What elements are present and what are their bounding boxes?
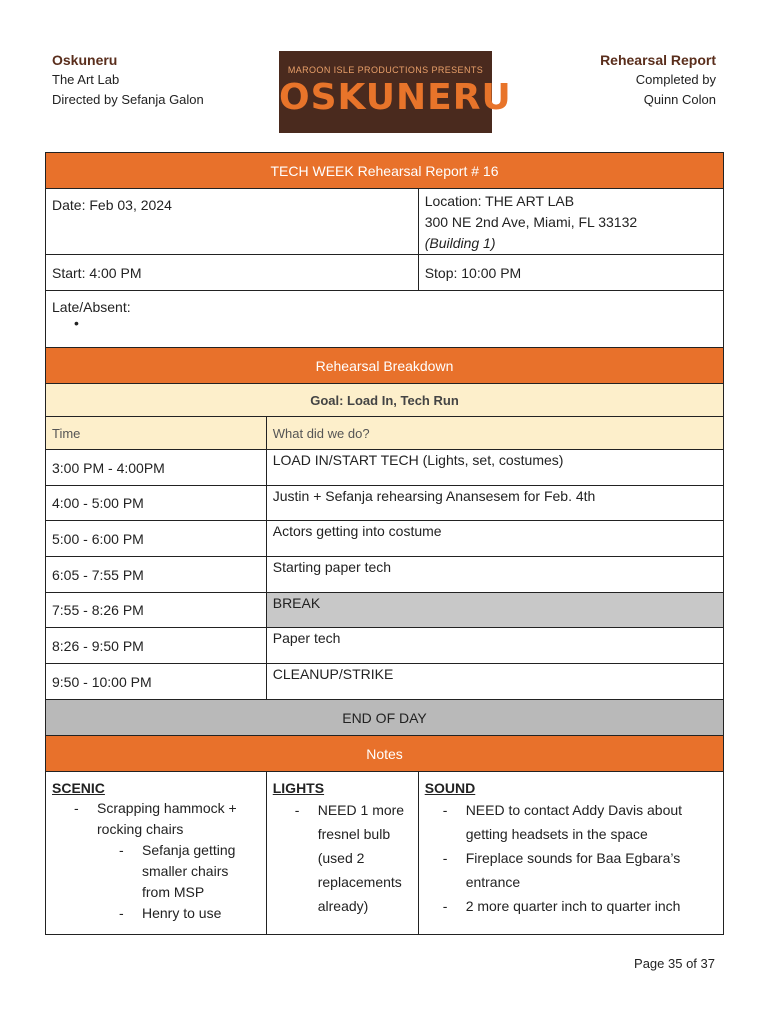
logo-title-text: OSKUNERU [279, 77, 512, 118]
table-row [46, 557, 724, 593]
col-header-time: Time [46, 417, 267, 450]
production-name: Oskuneru [52, 52, 118, 68]
location-line-2: 300 NE 2nd Ave, Miami, FL 33132 [424, 214, 638, 230]
production-info [52, 50, 204, 110]
table-row [46, 486, 724, 521]
report-title: TECH WEEK Rehearsal Report # 16 [46, 153, 724, 189]
sound-note: - 2 more quarter inch to quarter inch [443, 894, 717, 918]
table-row [46, 593, 724, 628]
row-time: 6:05 - 7:55 PM [46, 557, 267, 593]
report-type: Rehearsal Report [600, 52, 716, 68]
report-location [418, 189, 723, 255]
notes-sound [418, 772, 723, 935]
row-time: 8:26 - 9:50 PM [46, 628, 267, 664]
venue-name: The Art Lab [52, 72, 120, 87]
scenic-note [74, 798, 260, 924]
late-absent-bullet: • [74, 315, 79, 331]
row-time: 9:50 - 10:00 PM [46, 664, 267, 700]
location-line-3: (Building 1) [424, 235, 496, 251]
scenic-heading: SCENIC [52, 780, 105, 796]
scenic-subnote: - Sefanja getting smaller chairs from MSP [119, 840, 260, 903]
row-activity: Starting paper tech [266, 557, 723, 593]
row-activity: LOAD IN/START TECH (Lights, set, costumes) [266, 450, 723, 486]
row-activity: Actors getting into costume [266, 521, 723, 557]
table-row [46, 664, 724, 700]
director-credit: Directed by Sefanja Galon [52, 92, 204, 107]
lights-note: - NEED 1 more fresnel bulb (used 2 replacements already) [295, 798, 412, 918]
late-absent-label: Late/Absent: [52, 299, 131, 315]
row-activity: Justin + Sefanja rehearsing Anansesem for Feb. 4th [266, 486, 723, 521]
completed-by-name: Quinn Colon [643, 92, 716, 107]
row-time: 3:00 PM - 4:00PM [46, 450, 267, 486]
report-date: Date: Feb 03, 2024 [46, 189, 419, 255]
notes-scenic [46, 772, 267, 935]
end-of-day: END OF DAY [46, 700, 724, 736]
report-info [600, 50, 716, 110]
page-number: Page 35 of 37 [634, 956, 715, 971]
row-activity: CLEANUP/STRIKE [266, 664, 723, 700]
sound-heading: SOUND [424, 780, 476, 796]
row-time: 4:00 - 5:00 PM [46, 486, 267, 521]
row-activity: Paper tech [266, 628, 723, 664]
breakdown-title: Rehearsal Breakdown [46, 348, 724, 384]
logo-presents-text: MAROON ISLE PRODUCTIONS PRESENTS [287, 65, 484, 75]
lights-heading: LIGHTS [272, 780, 325, 796]
sound-note: - NEED to contact Addy Davis about getting headsets in the space [443, 798, 717, 846]
table-row [46, 450, 724, 486]
sound-note: - Fireplace sounds for Baa Egbara’s entrance [443, 846, 717, 894]
rehearsal-report-table [45, 152, 724, 935]
scenic-subnote: - Henry to use [119, 903, 260, 924]
start-time: Start: 4:00 PM [46, 255, 419, 291]
row-time: 7:55 - 8:26 PM [46, 593, 267, 628]
completed-by-label: Completed by [635, 72, 716, 87]
notes-title: Notes [46, 736, 724, 772]
scenic-note-text: Scrapping hammock + rocking chairs [97, 800, 237, 837]
breakdown-goal: Goal: Load In, Tech Run [46, 384, 724, 417]
location-line-1: Location: THE ART LAB [424, 193, 575, 209]
table-row [46, 628, 724, 664]
stop-time: Stop: 10:00 PM [418, 255, 723, 291]
col-header-what: What did we do? [266, 417, 723, 450]
show-logo [279, 51, 512, 133]
notes-row [46, 772, 724, 935]
table-row [46, 521, 724, 557]
row-time: 5:00 - 6:00 PM [46, 521, 267, 557]
row-activity-break: BREAK [266, 593, 723, 628]
notes-lights [266, 772, 418, 935]
late-absent [46, 291, 724, 348]
